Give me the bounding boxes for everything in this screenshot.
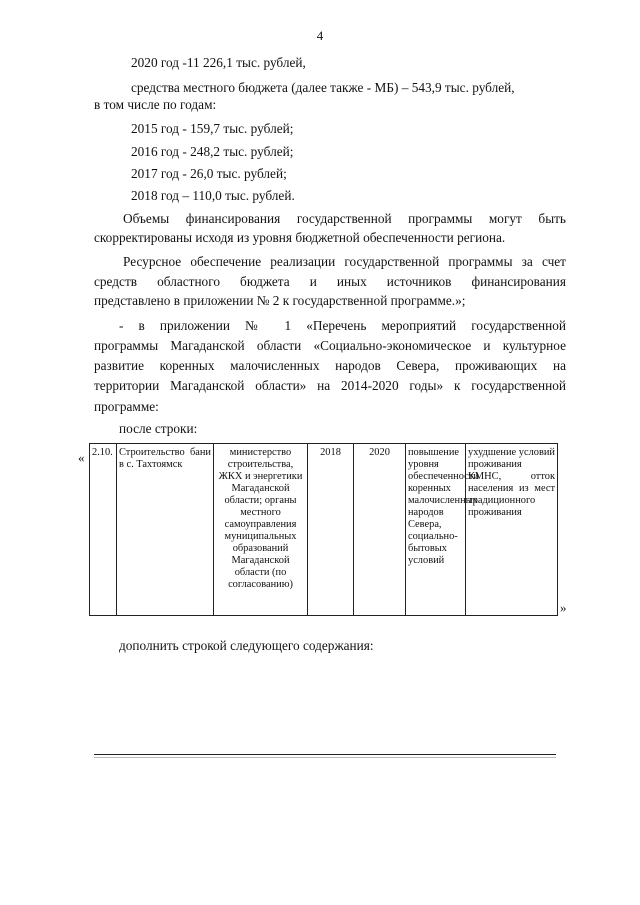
close-quote: » — [560, 600, 567, 615]
text-line: 2020 год -11 226,1 тыс. рублей, — [131, 55, 306, 70]
text-line: Объемы финансирования государственной программы могут быть — [123, 211, 566, 226]
text-line: представлено в приложении № 2 к государственной программе.»; — [94, 293, 466, 308]
cell-end-year: 2020 — [354, 444, 406, 616]
text-line: скорректированы исходя из уровня бюджетной обеспеченности региона. — [94, 230, 506, 245]
text-line: 2015 год - 159,7 тыс. рублей; — [131, 121, 294, 136]
text-line: - в приложении № 1 «Перечень мероприятий государственной — [119, 318, 566, 333]
text-line: территории Магаданской области» на 2014-2020 годы» к государственной — [94, 378, 566, 393]
text-line: 2018 год – 110,0 тыс. рублей. — [131, 188, 295, 203]
text-line: дополнить строкой следующего содержания: — [119, 638, 374, 653]
text-line: в том числе по годам: — [94, 97, 217, 112]
text-line: 2017 год - 26,0 тыс. рублей; — [131, 166, 287, 181]
cell-consequence: ухудшение условий проживания КМНС, отток населения из мест традиционного проживания — [466, 444, 558, 616]
divider — [94, 754, 556, 755]
text-line: программы Магаданской области «Социально-экономическое и культурное — [94, 338, 566, 353]
text-line: после строки: — [119, 421, 198, 436]
page-number: 4 — [316, 28, 324, 43]
cell-start-year: 2018 — [308, 444, 354, 616]
program-table — [89, 443, 558, 616]
text-line: средства местного бюджета (далее также - МБ) – 543,9 тыс. рублей, — [131, 80, 515, 95]
cell-name: Строительство бани в с. Тахтоямск — [117, 444, 214, 616]
cell-num: 2.10. — [90, 444, 117, 616]
divider — [94, 757, 556, 758]
text-line: программе: — [94, 399, 159, 414]
table-row — [90, 444, 558, 616]
text-line: Ресурсное обеспечение реализации государственной программы за счет — [123, 254, 566, 269]
cell-result: повышение уровня обеспеченности коренных малочисленных народов Севера, социально-бытовых условий — [406, 444, 466, 616]
text-line: 2016 год - 248,2 тыс. рублей; — [131, 144, 294, 159]
text-line: средств областного бюджета и иных источников финансирования — [94, 274, 566, 289]
cell-executor: министерство строительства, ЖКХ и энергетики Магаданской области; органы местного самоуправления муниципальных образований Магаданской области (по согласованию) — [214, 444, 308, 616]
text-line: развитие коренных малочисленных народов Севера, проживающих на — [94, 358, 566, 373]
open-quote: « — [78, 450, 85, 465]
